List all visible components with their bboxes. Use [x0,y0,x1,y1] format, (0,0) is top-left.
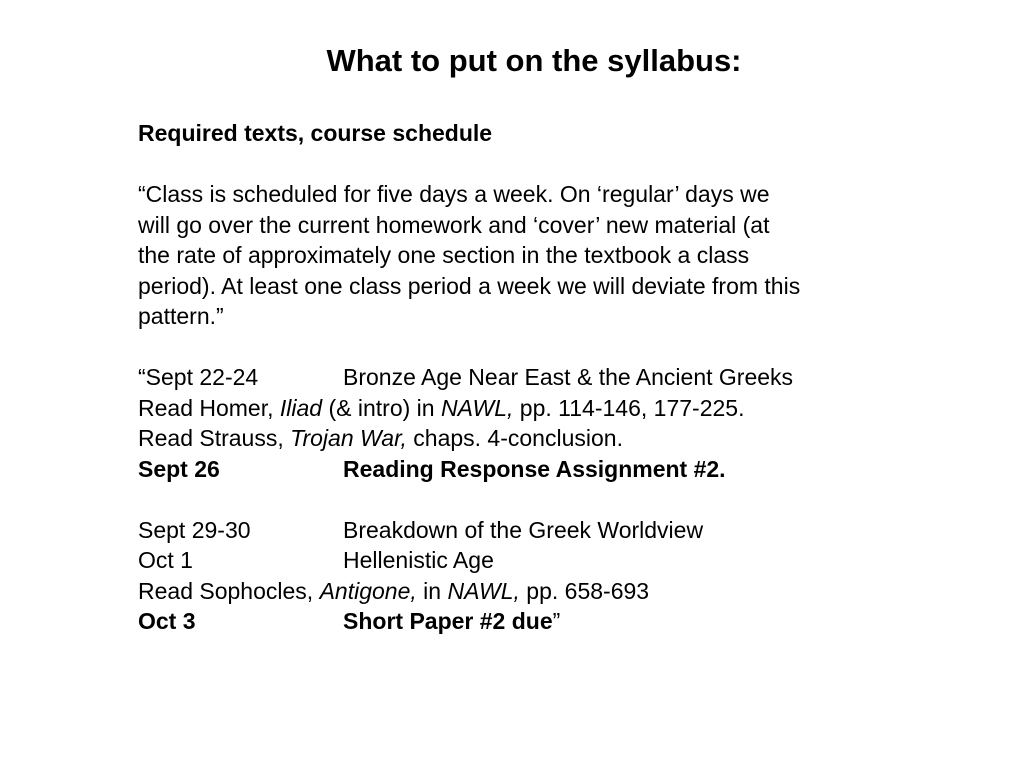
slide-body [138,118,998,637]
schedule-event: Short Paper #2 due [343,608,553,634]
spacer [138,484,998,515]
reading-pages: pp. 114-146, 177-225. [513,394,745,421]
schedule-row [138,362,998,393]
schedule-date: Oct 3 [138,608,196,634]
schedule-date: “Sept 22-24 [138,364,259,390]
slide-title: What to put on the syllabus: [326,43,742,78]
schedule-event: Hellenistic Age [343,547,494,573]
reading-anthology: NAWL, [447,577,520,604]
quote-line: pattern.” [138,303,224,329]
schedule-date: Oct 1 [138,547,193,573]
schedule-row-due [138,606,998,637]
quote-line: the rate of approximately one section in the textbook a class [138,242,750,268]
reading-title: Iliad [279,394,323,421]
reading-text: Read Homer, [138,394,280,421]
closing-quote: ” [552,608,561,634]
schedule-row [138,515,998,546]
schedule-event-wrap [343,606,560,637]
section-subhead: Required texts, course schedule [138,120,493,146]
reading-pages: pp. 658-693 [519,577,650,604]
schedule-event: Reading Response Assignment #2. [343,455,726,482]
schedule-event: Breakdown of the Greek Worldview [343,516,704,543]
schedule-event: Bronze Age Near East & the Ancient Greeks [343,364,794,390]
reading-text: (& intro) in [322,394,441,421]
quote-line: will go over the current homework and ‘cover’ new material (at [138,211,770,238]
reading-line [138,576,998,607]
quote-line: period). At least one class period a week we will deviate from this [138,272,801,299]
spacer [138,149,998,180]
schedule-row [138,545,998,576]
reading-pages: chaps. 4-conclusion. [406,425,623,451]
reading-text: in [416,577,448,604]
reading-title: Trojan War, [290,425,407,451]
quote-line: “Class is scheduled for five days a week. On ‘regular’ days we [138,181,770,207]
reading-text: Read Strauss, [138,425,291,451]
reading-line [138,393,998,424]
reading-title: Antigone, [319,577,417,604]
reading-anthology: NAWL, [440,394,514,421]
reading-text: Read Sophocles, [138,577,320,604]
schedule-date: Sept 26 [138,455,220,482]
schedule-date: Sept 29-30 [138,516,251,543]
spacer [138,332,998,363]
reading-line [138,423,998,454]
schedule-row-due [138,454,998,485]
